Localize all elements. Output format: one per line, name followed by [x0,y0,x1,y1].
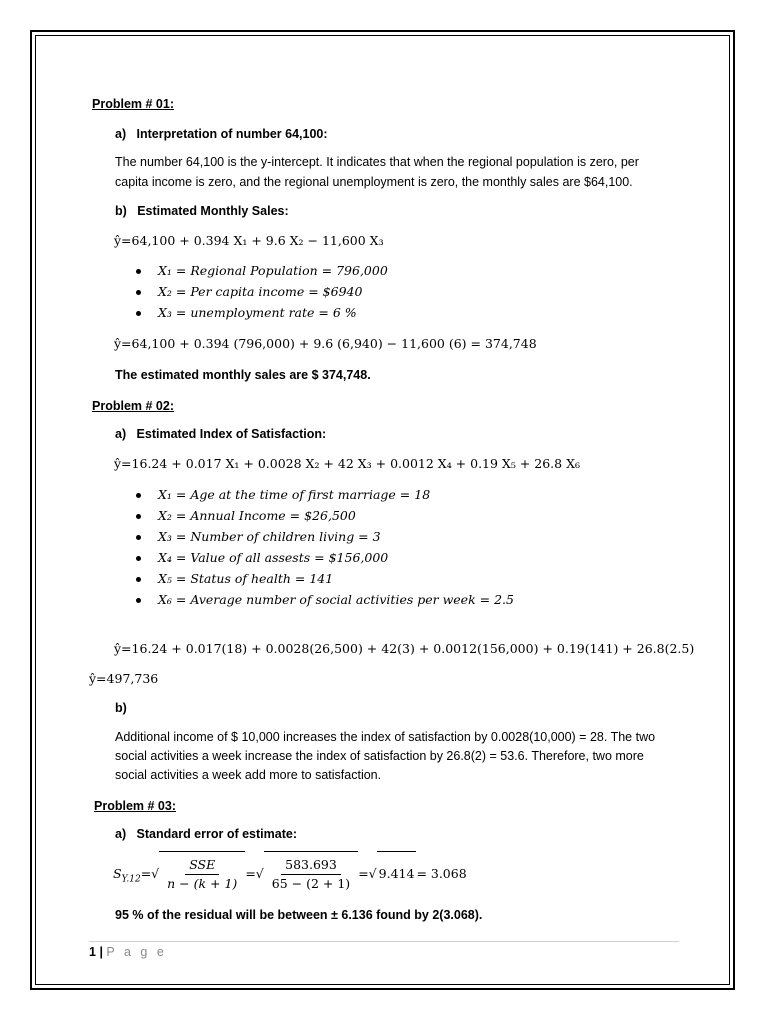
problem-2-substituted-equation: ŷ=16.24 + 0.017(18) + 0.0028(26,500) + 42(3) + 0.0012(156,000) + 0.19(141) + 26.8(2.5) [114,641,695,656]
problem-2a-heading: a) Estimated Index of Satisfaction: [115,427,327,441]
problem-1-variable-x2: X₂ = Per capita income = $6940 [158,284,363,299]
problem-1a-text-line-1: The number 64,100 is the y-intercept. It indicates that when the regional population is zero, per [115,155,639,169]
problem-1a-heading: a) Interpretation of number 64,100: [115,127,328,141]
problem-2-variable-x2: X₂ = Annual Income = $26,500 [158,508,356,523]
formula-root-value: 9.414 [377,851,417,896]
formula-fraction-2: $\frac{583.693}{65 - (2 + 1)}$ [271,857,351,891]
problem-1b-heading: b) Estimated Monthly Sales: [115,204,289,218]
formula-result: = 3.068 [416,866,467,881]
page-separator: | [99,945,103,959]
problem-1-variable-x1: X₁ = Regional Population = 796,000 [158,263,388,278]
page-number: 1 [89,945,96,959]
problem-2-variable-x4: X₄ = Value of all assests = $156,000 [158,550,389,565]
problem-2-variable-x1: X₁ = Age at the time of first marriage = 18 [158,487,431,502]
bullet-dot [136,290,141,295]
problem-1-title: Problem # 01: [92,97,174,111]
page-label: P a g e [106,945,167,959]
problem-1-variable-x3: X₃ = unemployment rate = 6 % [158,305,357,320]
problem-1-regression-equation: ŷ=64,100 + 0.394 X₁ + 9.6 X₂ − 11,600 X₃ [114,233,384,248]
problem-2b-text-line-2: social activities a week increase the index of satisfaction by 26.8(2) = 53.6. Therefore, two more [115,749,644,763]
formula-subscript: Y.12 [121,874,141,885]
bullet-dot [136,535,141,540]
formula-symbol-s: S [113,866,122,881]
bullet-dot [136,556,141,561]
page-footer [89,942,167,962]
problem-2b-text-line-1: Additional income of $ 10,000 increases the index of satisfaction by 0.0028(10,000) = 28. The two [115,730,656,744]
bullet-dot [136,493,141,498]
problem-2-variable-x6: X₆ = Average number of social activities per week = 2.5 [158,592,514,607]
problem-3-result: 95 % of the residual will be between ± 6.136 found by 2(3.068). [115,908,483,922]
footer-divider [89,941,679,942]
formula-fraction-1: $\frac{\text{SSE}}{n - (k + 1)}$ [167,857,238,891]
problem-1-result: The estimated monthly sales are $ 374,748. [115,368,371,382]
standard-error-formula: $S_{Y.12}=√$ $\frac{\text{SSE}}{n - (k + 1)}$ =√ $\frac{583.693}{65 - (2 + 1)}$ =√ 9.414 = 3.068 [113,851,467,902]
problem-3-title: Problem # 03: [94,799,176,813]
bullet-dot [136,514,141,519]
bullet-dot [136,311,141,316]
problem-2-result-equation: ŷ=497,736 [89,671,159,686]
problem-2b-text-line-3: social activities a week add more to satisfaction. [115,768,382,782]
problem-3a-heading: a) Standard error of estimate: [115,827,297,841]
bullet-dot [136,577,141,582]
problem-2-regression-equation: ŷ=16.24 + 0.017 X₁ + 0.0028 X₂ + 42 X₃ + 0.0012 X₄ + 0.19 X₅ + 26.8 X₆ [114,456,580,471]
problem-1-substituted-equation: ŷ=64,100 + 0.394 (796,000) + 9.6 (6,940) − 11,600 (6) = 374,748 [114,336,537,351]
problem-2b-heading: b) [115,701,127,715]
bullet-dot [136,269,141,274]
problem-1a-text-line-2: capita income is zero, and the regional unemployment is zero, the monthly sales are $64,100. [115,175,633,189]
bullet-dot [136,598,141,603]
problem-2-title: Problem # 02: [92,399,174,413]
problem-2-variable-x3: X₃ = Number of children living = 3 [158,529,381,544]
problem-2-variable-x5: X₅ = Status of health = 141 [158,571,334,586]
